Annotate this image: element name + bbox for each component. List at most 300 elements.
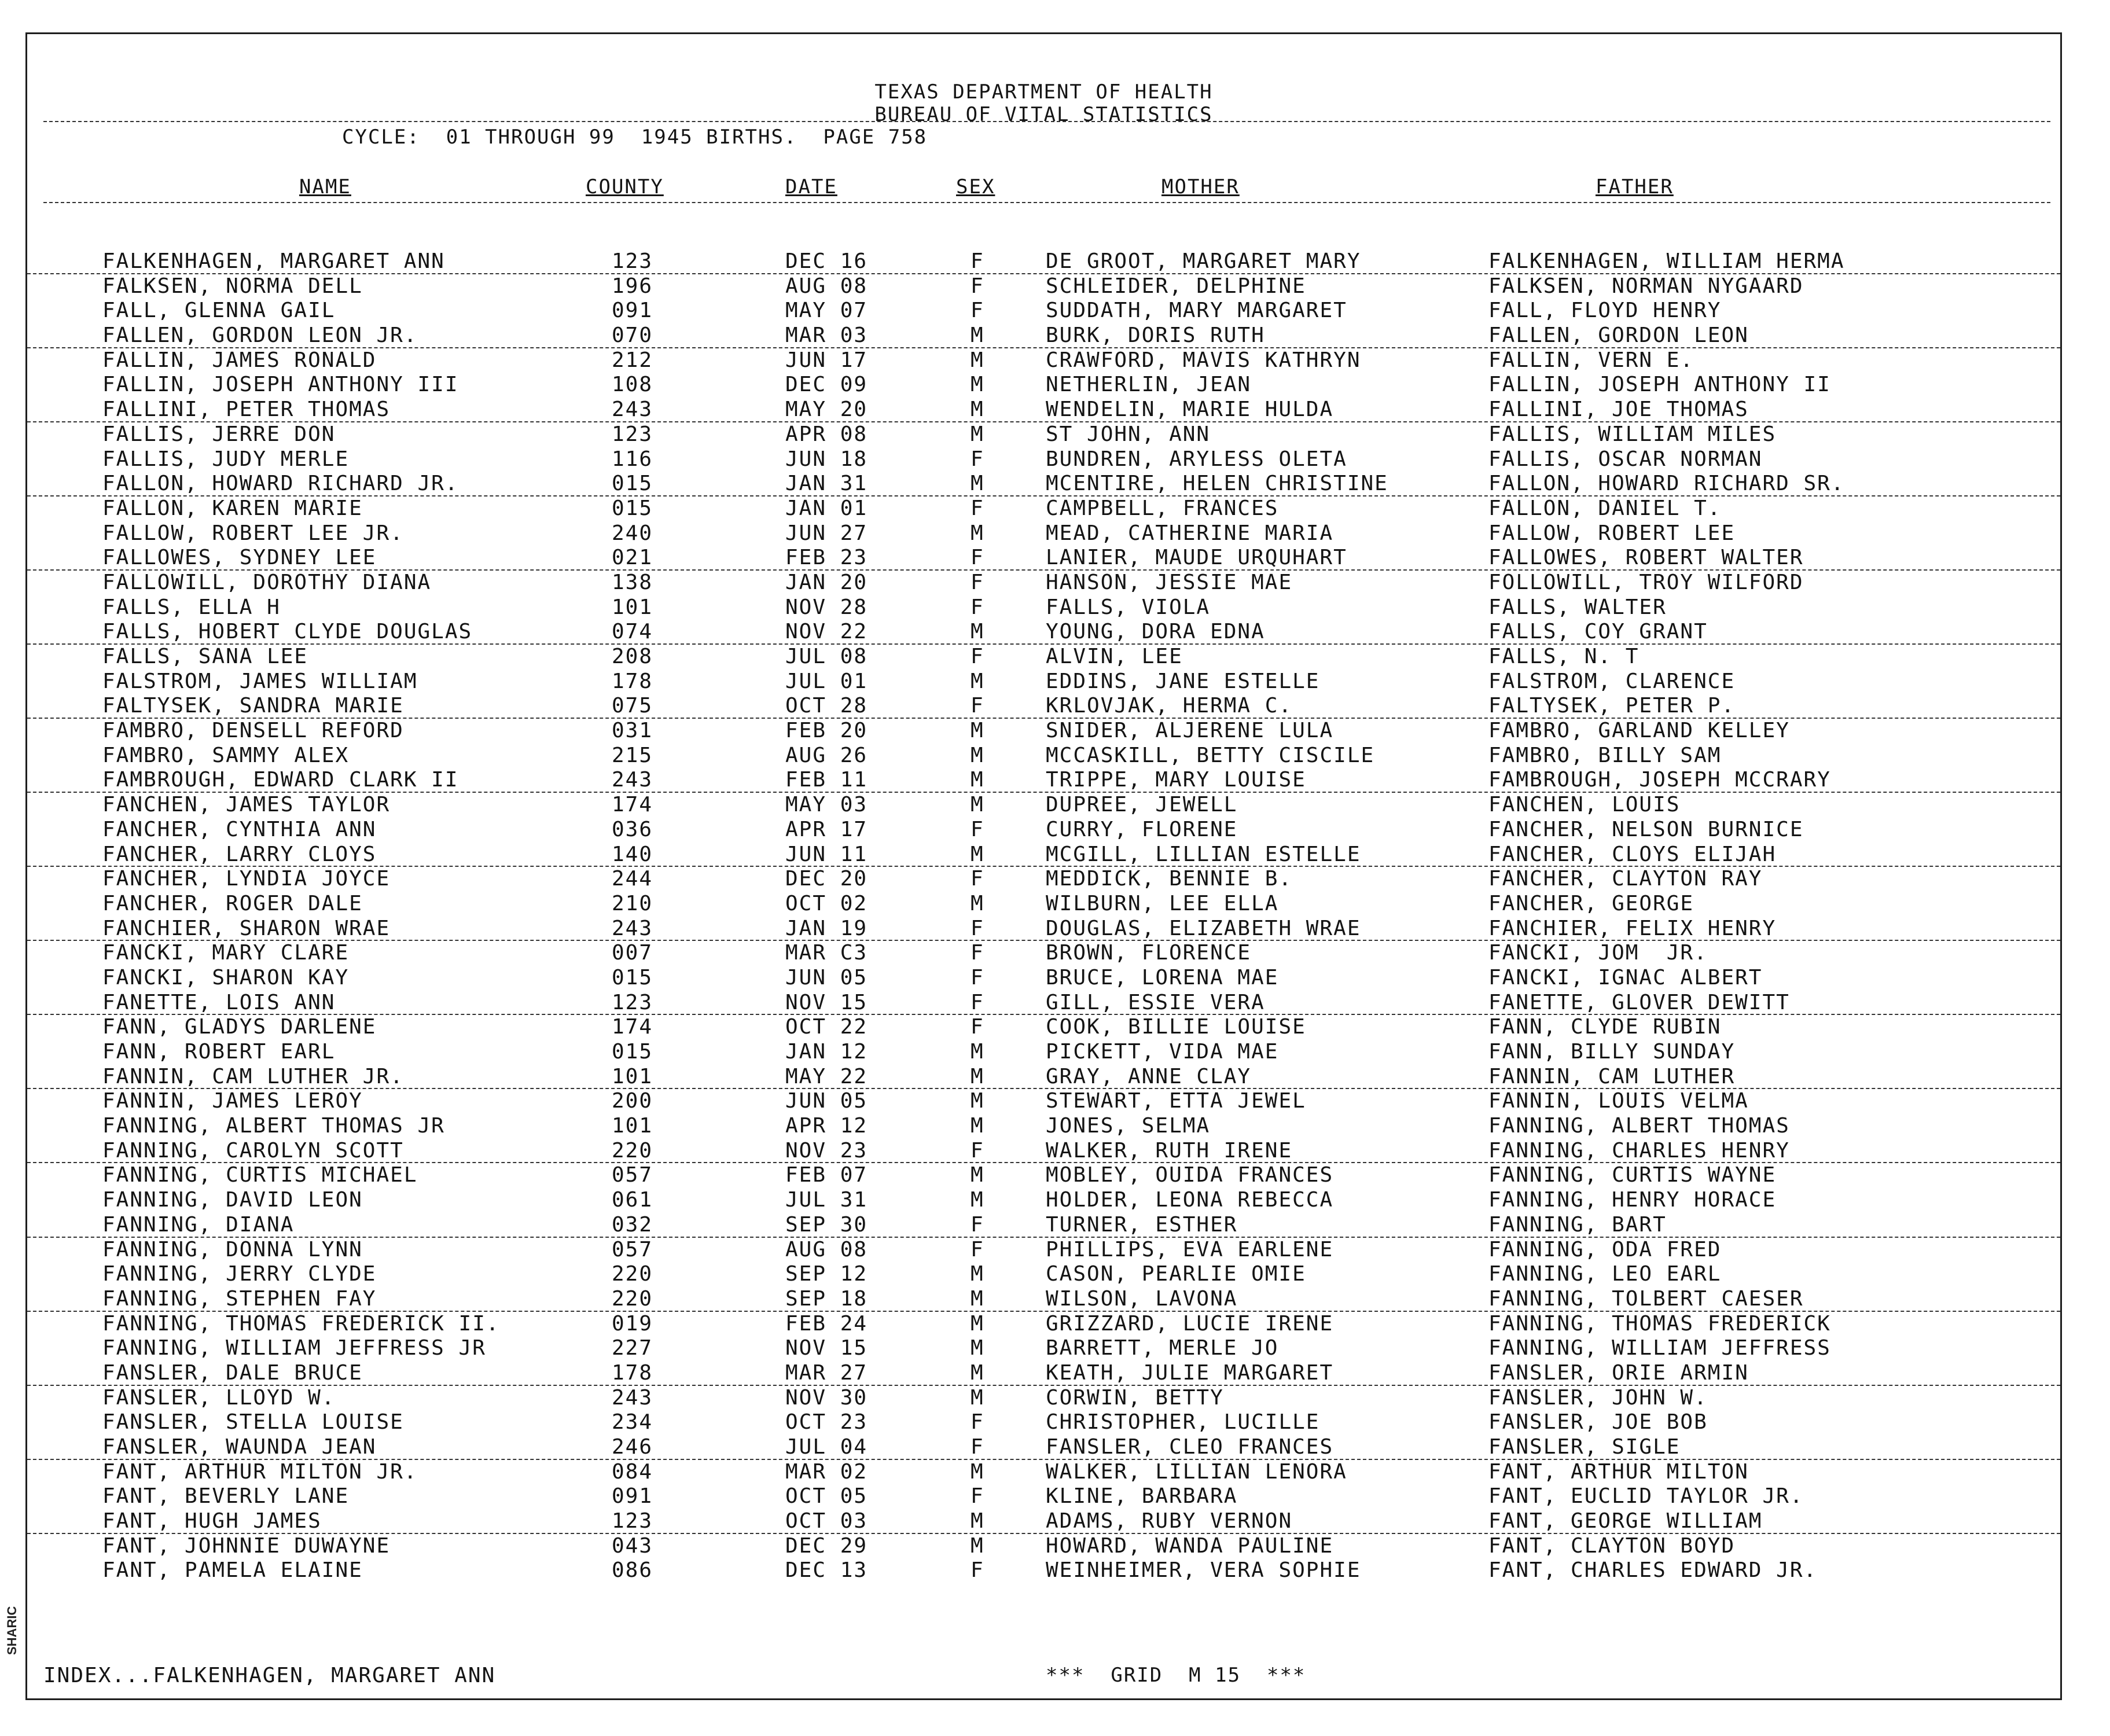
table-row [27,793,2060,818]
row-sex-cell: M [971,768,984,792]
row-date-cell: JUL 04 [785,1435,868,1459]
row-mother-cell: WALKER, LILLIAN LENORA [1046,1459,1347,1484]
row-date-cell: NOV 15 [785,990,868,1014]
row-sex-cell: M [971,1360,984,1385]
row-father-cell: FAMBRO, GARLAND KELLEY [1488,719,1790,743]
row-date-cell: FEB 24 [785,1311,868,1336]
row-father-cell: FALLS, COY GRANT [1488,620,1708,644]
row-sex-cell: M [971,1040,984,1064]
row-date-cell: MAY 20 [785,398,868,422]
row-mother-cell: TRIPPE, MARY LOUISE [1046,768,1306,792]
table-row [27,472,2060,496]
row-mother-cell: ALVIN, LEE [1046,645,1183,668]
row-county-cell: 086 [612,1558,653,1583]
row-sex-cell: F [971,645,984,668]
row-father-cell: FANNING, CHARLES HENRY [1488,1138,1790,1163]
table-row [27,991,2060,1016]
row-date-cell: JUN 11 [785,842,868,866]
row-sex-cell: F [971,1015,984,1039]
row-name-cell: FAMBROUGH, EDWARD CLARK II [102,768,459,792]
row-name-cell: FALLINI, PETER THOMAS [102,398,391,422]
table-row [27,521,2060,546]
row-date-cell: MAR 02 [785,1459,868,1484]
table-row [27,1484,2060,1509]
row-mother-cell: KEATH, JULIE MARGARET [1046,1360,1334,1385]
table-row [27,1015,2060,1040]
row-date-cell: FEB 07 [785,1163,868,1187]
row-father-cell: FALLOW, ROBERT LEE [1488,521,1736,545]
row-mother-cell: WILBURN, LEE ELLA [1046,891,1279,915]
footer-index: INDEX...FALKENHAGEN, MARGARET ANN [43,1664,496,1687]
row-sex-cell: M [971,422,984,446]
row-mother-cell: WENDELIN, MARIE HULDA [1046,398,1334,422]
row-county-cell: 138 [612,570,653,594]
row-date-cell: SEP 12 [785,1262,868,1286]
row-mother-cell: CORWIN, BETTY [1046,1385,1224,1410]
row-name-cell: FANNING, DONNA LYNN [102,1237,363,1261]
row-county-cell: 019 [612,1311,653,1336]
row-county-cell: 178 [612,1360,653,1385]
row-date-cell: DEC 20 [785,867,868,891]
row-mother-cell: KLINE, BARBARA [1046,1484,1238,1509]
row-father-cell: FANSLER, JOHN W. [1488,1385,1708,1410]
row-sex-cell: F [971,274,984,298]
row-sex-cell: M [971,472,984,496]
row-name-cell: FALTYSEK, SANDRA MARIE [102,694,404,718]
row-mother-cell: DUPREE, JEWELL [1046,793,1238,817]
row-name-cell: FANCKI, SHARON KAY [102,965,350,990]
row-name-cell: FANNING, ALBERT THOMAS JR [102,1114,445,1138]
row-mother-cell: JONES, SELMA [1046,1114,1211,1138]
row-date-cell: JUN 27 [785,521,868,545]
row-sex-cell: M [971,1286,984,1311]
row-date-cell: MAY 22 [785,1064,868,1088]
row-sex-cell: M [971,1114,984,1138]
row-mother-cell: PHILLIPS, EVA EARLENE [1046,1237,1334,1261]
table-row [27,1065,2060,1090]
row-sex-cell: F [971,299,984,323]
row-father-cell: FANCHER, NELSON BURNICE [1488,817,1804,841]
row-father-cell: FANNIN, CAM LUTHER [1488,1064,1736,1088]
row-date-cell: JAN 20 [785,570,868,594]
row-sex-cell: F [971,496,984,520]
row-father-cell: FANNING, CURTIS WAYNE [1488,1163,1777,1187]
table-row [27,1089,2060,1114]
row-name-cell: FANNING, WILLIAM JEFFRESS JR [102,1336,486,1360]
row-father-cell: FANSLER, SIGLE [1488,1435,1681,1459]
row-county-cell: 244 [612,867,653,891]
row-mother-cell: HOWARD, WANDA PAULINE [1046,1533,1334,1558]
row-county-cell: 036 [612,817,653,841]
row-date-cell: JUN 17 [785,348,868,372]
row-mother-cell: ADAMS, RUBY VERNON [1046,1509,1293,1533]
row-father-cell: FANT, CHARLES EDWARD JR. [1488,1558,1818,1583]
row-mother-cell: CASON, PEARLIE OMIE [1046,1262,1306,1286]
row-date-cell: AUG 26 [785,743,868,767]
table-row [27,348,2060,373]
row-sex-cell: F [971,916,984,940]
row-father-cell: FANSLER, ORIE ARMIN [1488,1360,1749,1385]
row-sex-cell: M [971,793,984,817]
row-county-cell: 220 [612,1286,653,1311]
cycle-line: CYCLE: 01 THROUGH 99 1945 BIRTHS. PAGE 758 [342,126,928,149]
row-name-cell: FANCKI, MARY CLARE [102,941,350,965]
table-row [27,1558,2060,1583]
table-row [27,1262,2060,1287]
table-row [27,1460,2060,1485]
row-name-cell: FANT, ARTHUR MILTON JR. [102,1459,418,1484]
row-county-cell: 123 [612,1509,653,1533]
table-row [27,398,2060,422]
row-sex-cell: F [971,570,984,594]
row-name-cell: FAMBRO, SAMMY ALEX [102,743,350,767]
row-mother-cell: BURK, DORIS RUTH [1046,323,1265,348]
row-mother-cell: LANIER, MAUDE URQUHART [1046,546,1347,570]
row-county-cell: 091 [612,299,653,323]
row-name-cell: FANNING, DAVID LEON [102,1188,363,1212]
row-mother-cell: HANSON, JESSIE MAE [1046,570,1293,594]
row-county-cell: 015 [612,472,653,496]
row-county-cell: 240 [612,521,653,545]
row-sex-cell: M [971,1311,984,1336]
row-sex-cell: M [971,1459,984,1484]
table-row [27,373,2060,398]
row-county-cell: 200 [612,1089,653,1113]
row-county-cell: 178 [612,669,653,693]
row-county-cell: 057 [612,1237,653,1261]
row-name-cell: FALLIN, JOSEPH ANTHONY III [102,373,459,397]
table-row [27,1386,2060,1411]
row-sex-cell: F [971,595,984,619]
bureau-title: BUREAU OF VITAL STATISTICS [874,103,1213,126]
row-date-cell: OCT 28 [785,694,868,718]
table-row [27,1509,2060,1534]
row-county-cell: 174 [612,793,653,817]
row-date-cell: JUN 05 [785,1089,868,1113]
row-date-cell: JUL 31 [785,1188,868,1212]
row-name-cell: FALLS, SANA LEE [102,645,308,668]
row-date-cell: OCT 02 [785,891,868,915]
row-name-cell: FANNING, CAROLYN SCOTT [102,1138,404,1163]
row-county-cell: 215 [612,743,653,767]
table-row [27,1188,2060,1213]
row-mother-cell: COOK, BILLIE LOUISE [1046,1015,1306,1039]
row-date-cell: APR 12 [785,1114,868,1138]
row-father-cell: FOLLOWILL, TROY WILFORD [1488,570,1804,594]
row-mother-cell: MOBLEY, OUIDA FRANCES [1046,1163,1334,1187]
row-mother-cell: NETHERLIN, JEAN [1046,373,1252,397]
row-county-cell: 246 [612,1435,653,1459]
row-mother-cell: BRUCE, LORENA MAE [1046,965,1279,990]
row-date-cell: SEP 18 [785,1286,868,1311]
table-row [27,1040,2060,1065]
row-mother-cell: ST JOHN, ANN [1046,422,1211,446]
row-name-cell: FANNIN, JAMES LEROY [102,1089,363,1113]
row-sex-cell: M [971,1262,984,1286]
table-row [27,867,2060,892]
row-father-cell: FANNING, BART [1488,1212,1667,1237]
table-row [27,571,2060,595]
table-row [27,1139,2060,1164]
row-county-cell: 140 [612,842,653,866]
row-date-cell: FEB 11 [785,768,868,792]
column-header-date: DATE [785,175,837,198]
row-name-cell: FALLS, HOBERT CLYDE DOUGLAS [102,620,473,644]
row-sex-cell: F [971,990,984,1014]
row-county-cell: 084 [612,1459,653,1484]
agency-title: TEXAS DEPARTMENT OF HEALTH [874,80,1213,104]
row-mother-cell: CURRY, FLORENE [1046,817,1238,841]
row-father-cell: FALKSEN, NORMAN NYGAARD [1488,274,1804,298]
row-name-cell: FANT, JOHNNIE DUWAYNE [102,1533,391,1558]
row-name-cell: FANCHER, LARRY CLOYS [102,842,377,866]
table-row [27,744,2060,768]
row-name-cell: FALKSEN, NORMA DELL [102,274,363,298]
row-name-cell: FANSLER, WAUNDA JEAN [102,1435,377,1459]
row-date-cell: MAR 03 [785,323,868,348]
row-father-cell: FALSTROM, CLARENCE [1488,669,1736,693]
row-father-cell: FANNING, LEO EARL [1488,1262,1722,1286]
row-date-cell: DEC 09 [785,373,868,397]
table-row [27,966,2060,991]
row-father-cell: FALKENHAGEN, WILLIAM HERMA [1488,249,1845,273]
row-mother-cell: MCGILL, LILLIAN ESTELLE [1046,842,1361,866]
row-county-cell: 091 [612,1484,653,1509]
row-name-cell: FANN, ROBERT EARL [102,1040,336,1064]
row-name-cell: FALLEN, GORDON LEON JR. [102,323,418,348]
row-mother-cell: CHRISTOPHER, LUCILLE [1046,1410,1320,1435]
row-date-cell: DEC 16 [785,249,868,273]
row-county-cell: 123 [612,422,653,446]
table-row [27,422,2060,447]
row-father-cell: FANCHEN, LOUIS [1488,793,1681,817]
footer-grid-reference: *** GRID M 15 *** [1046,1664,1306,1687]
row-county-cell: 007 [612,941,653,965]
row-county-cell: 043 [612,1533,653,1558]
table-row [27,1238,2060,1263]
row-name-cell: FALLOWES, SYDNEY LEE [102,546,377,570]
row-name-cell: FALKENHAGEN, MARGARET ANN [102,249,445,273]
row-name-cell: FANCHER, ROGER DALE [102,891,363,915]
row-father-cell: FANETTE, GLOVER DEWITT [1488,990,1790,1014]
row-sex-cell: M [971,669,984,693]
row-mother-cell: STEWART, ETTA JEWEL [1046,1089,1306,1113]
table-row [27,620,2060,645]
row-name-cell: FANNING, THOMAS FREDERICK II. [102,1311,500,1336]
table-row [27,917,2060,941]
row-county-cell: 208 [612,645,653,668]
row-name-cell: FALLIN, JAMES RONALD [102,348,377,372]
row-county-cell: 234 [612,1410,653,1435]
row-name-cell: FALLOWILL, DOROTHY DIANA [102,570,432,594]
table-row [27,645,2060,670]
row-father-cell: FANCHER, CLOYS ELIJAH [1488,842,1777,866]
row-name-cell: FANSLER, STELLA LOUISE [102,1410,404,1435]
column-header-rule [43,202,2050,203]
row-date-cell: NOV 28 [785,595,868,619]
table-row [27,595,2060,620]
row-name-cell: FANN, GLADYS DARLENE [102,1015,377,1039]
row-father-cell: FANNING, ALBERT THOMAS [1488,1114,1790,1138]
row-name-cell: FANNING, CURTIS MICHAEL [102,1163,418,1187]
table-row [27,546,2060,571]
table-row [27,892,2060,917]
table-row [27,719,2060,744]
row-sex-cell: F [971,965,984,990]
row-sex-cell: F [971,1435,984,1459]
row-father-cell: FANT, ARTHUR MILTON [1488,1459,1749,1484]
row-sex-cell: F [971,1212,984,1237]
row-name-cell: FANNING, STEPHEN FAY [102,1286,377,1311]
row-father-cell: FALLEN, GORDON LEON [1488,323,1749,348]
row-father-cell: FALLON, DANIEL T. [1488,496,1722,520]
table-row [27,1163,2060,1188]
table-row [27,843,2060,867]
table-row [27,249,2060,274]
row-father-cell: FALL, FLOYD HENRY [1488,299,1722,323]
row-date-cell: MAR C3 [785,941,868,965]
row-date-cell: OCT 03 [785,1509,868,1533]
row-county-cell: 210 [612,891,653,915]
row-county-cell: 196 [612,274,653,298]
row-mother-cell: FALLS, VIOLA [1046,595,1211,619]
row-sex-cell: M [971,719,984,743]
row-sex-cell: F [971,694,984,718]
row-date-cell: DEC 13 [785,1558,868,1583]
table-row [27,818,2060,843]
row-name-cell: FALLOW, ROBERT LEE JR. [102,521,404,545]
row-sex-cell: M [971,323,984,348]
row-mother-cell: MEAD, CATHERINE MARIA [1046,521,1334,545]
row-father-cell: FANSLER, JOE BOB [1488,1410,1708,1435]
table-row [27,1435,2060,1460]
table-row [27,496,2060,521]
row-county-cell: 220 [612,1138,653,1163]
row-mother-cell: BROWN, FLORENCE [1046,941,1252,965]
row-sex-cell: M [971,348,984,372]
table-row [27,299,2060,323]
row-sex-cell: M [971,891,984,915]
table-row [27,1287,2060,1312]
row-sex-cell: M [971,1064,984,1088]
row-father-cell: FANCKI, JOM JR. [1488,941,1708,965]
row-name-cell: FANNIN, CAM LUTHER JR. [102,1064,404,1088]
row-date-cell: OCT 22 [785,1015,868,1039]
row-date-cell: AUG 08 [785,1237,868,1261]
row-date-cell: JAN 31 [785,472,868,496]
row-father-cell: FAMBRO, BILLY SAM [1488,743,1722,767]
row-mother-cell: DOUGLAS, ELIZABETH WRAE [1046,916,1361,940]
row-sex-cell: M [971,1533,984,1558]
row-county-cell: 174 [612,1015,653,1039]
row-name-cell: FANETTE, LOIS ANN [102,990,336,1014]
row-mother-cell: HOLDER, LEONA REBECCA [1046,1188,1334,1212]
row-county-cell: 212 [612,348,653,372]
row-name-cell: FANT, BEVERLY LANE [102,1484,350,1509]
row-mother-cell: CAMPBELL, FRANCES [1046,496,1279,520]
row-mother-cell: TURNER, ESTHER [1046,1212,1238,1237]
row-date-cell: MAY 07 [785,299,868,323]
row-county-cell: 031 [612,719,653,743]
row-date-cell: NOV 23 [785,1138,868,1163]
row-sex-cell: F [971,1410,984,1435]
row-date-cell: OCT 23 [785,1410,868,1435]
row-father-cell: FALLOWES, ROBERT WALTER [1488,546,1804,570]
row-father-cell: FANT, GEORGE WILLIAM [1488,1509,1763,1533]
row-date-cell: JAN 12 [785,1040,868,1064]
row-date-cell: FEB 23 [785,546,868,570]
table-row [27,447,2060,472]
row-sex-cell: M [971,842,984,866]
row-county-cell: 057 [612,1163,653,1187]
row-name-cell: FANSLER, DALE BRUCE [102,1360,363,1385]
row-sex-cell: F [971,941,984,965]
row-mother-cell: GRAY, ANNE CLAY [1046,1064,1252,1088]
row-sex-cell: F [971,817,984,841]
row-name-cell: FANT, HUGH JAMES [102,1509,322,1533]
row-county-cell: 123 [612,249,653,273]
column-header-father: FATHER [1596,175,1674,198]
row-county-cell: 101 [612,1064,653,1088]
column-header-name: NAME [299,175,351,198]
row-mother-cell: EDDINS, JANE ESTELLE [1046,669,1320,693]
table-row [27,274,2060,299]
row-mother-cell: MCCASKILL, BETTY CISCILE [1046,743,1375,767]
row-mother-cell: DE GROOT, MARGARET MARY [1046,249,1361,273]
row-mother-cell: GRIZZARD, LUCIE IRENE [1046,1311,1334,1336]
row-name-cell: FANCHEN, JAMES TAYLOR [102,793,391,817]
row-mother-cell: CRAWFORD, MAVIS KATHRYN [1046,348,1361,372]
table-row [27,1534,2060,1559]
row-name-cell: FALSTROM, JAMES WILLIAM [102,669,418,693]
table-row [27,1410,2060,1435]
row-sex-cell: M [971,521,984,545]
row-father-cell: FALLINI, JOE THOMAS [1488,398,1749,422]
row-mother-cell: WEINHEIMER, VERA SOPHIE [1046,1558,1361,1583]
row-date-cell: MAY 03 [785,793,868,817]
row-county-cell: 015 [612,496,653,520]
row-sex-cell: M [971,1336,984,1360]
row-father-cell: FAMBROUGH, JOSEPH MCCRARY [1488,768,1831,792]
table-row [27,768,2060,793]
row-name-cell: FANCHIER, SHARON WRAE [102,916,391,940]
row-name-cell: FANNING, DIANA [102,1212,295,1237]
row-date-cell: NOV 15 [785,1336,868,1360]
row-date-cell: NOV 22 [785,620,868,644]
row-date-cell: SEP 30 [785,1212,868,1237]
row-sex-cell: F [971,1484,984,1509]
row-county-cell: 070 [612,323,653,348]
row-father-cell: FALTYSEK, PETER P. [1488,694,1736,718]
table-row [27,1312,2060,1337]
row-sex-cell: M [971,398,984,422]
row-father-cell: FANCHER, CLAYTON RAY [1488,867,1763,891]
row-date-cell: NOV 30 [785,1385,868,1410]
row-father-cell: FANCHER, GEORGE [1488,891,1694,915]
table-row [27,1361,2060,1386]
row-father-cell: FANN, BILLY SUNDAY [1488,1040,1736,1064]
row-mother-cell: SCHLEIDER, DELPHINE [1046,274,1306,298]
table-row [27,1114,2060,1139]
row-county-cell: 074 [612,620,653,644]
row-county-cell: 021 [612,546,653,570]
row-name-cell: FALLON, KAREN MARIE [102,496,363,520]
row-father-cell: FANNING, TOLBERT CAESER [1488,1286,1804,1311]
row-sex-cell: F [971,1558,984,1583]
row-county-cell: 123 [612,990,653,1014]
row-name-cell: FALLIS, JUDY MERLE [102,447,350,471]
table-row [27,1213,2060,1238]
